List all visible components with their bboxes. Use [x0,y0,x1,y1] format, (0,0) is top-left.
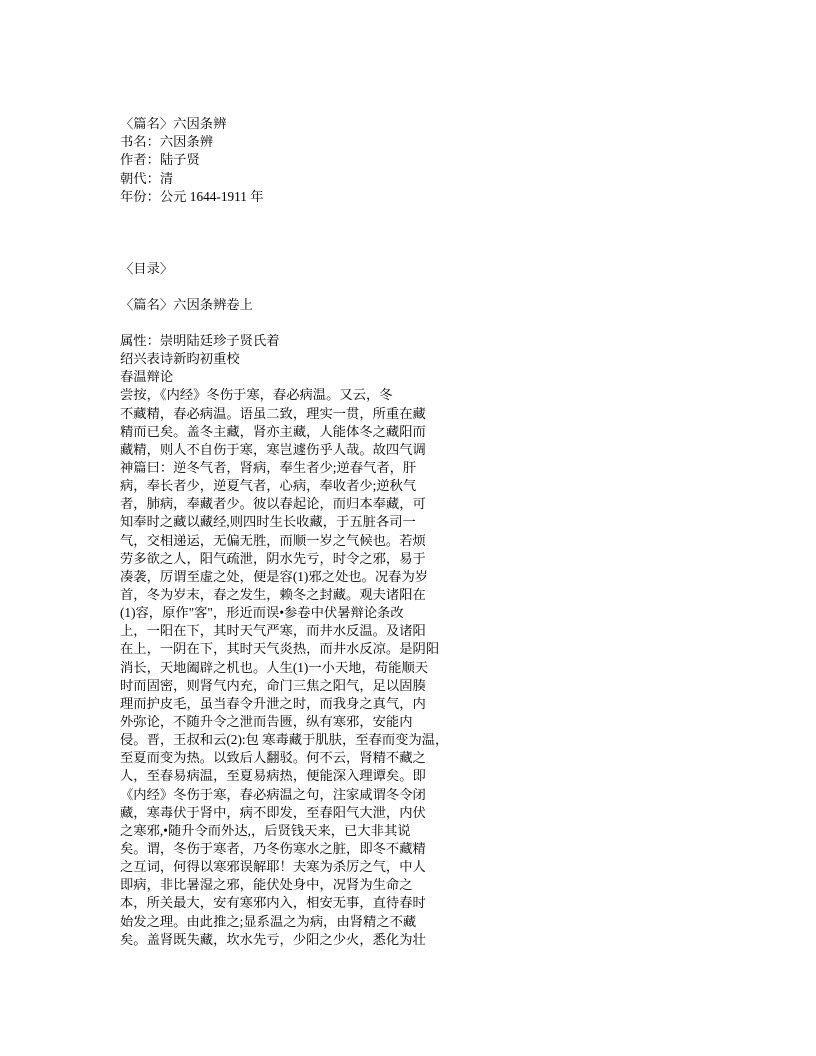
body-line: 之寒邪,•随升令而外达,，后贤钱天来，已大非其说 [120,822,411,838]
body-line: 知奉时之藏以藏经,则四时生长收藏，于五脏各司一 [120,514,416,530]
toc-heading-block [120,260,173,278]
dynasty-line: 朝代：清 [120,170,174,186]
book-info-block [120,115,264,206]
body-line: 矣。盖肾既失藏，坎水先亏，少阳之少火，悉化为壮 [120,931,426,947]
body-line: 始发之理。由此推之;显系温之为病，由肾精之不藏 [120,913,417,929]
body-line: 尝按，《内经》冬伤于寒，春必病温。又云，冬 [120,387,393,403]
book-name-line: 书名：六因条辨 [120,134,214,150]
body-line: 不藏精，春必病温。语虽二致，理实一贯，所重在藏 [120,405,426,421]
body-line: 者，肺病，奉藏者少。彼以春起论，而归本奉藏，可 [120,496,426,512]
body-line: 首，冬为岁末，春之发生，赖冬之封藏。观夫诸阳在 [120,586,426,602]
body-line: 时而固密，则肾气内充，命门三焦之阳气，足以固腠 [120,677,426,693]
body-line: 凑袭，厉谓至虚之处，便是容(1)邪之处也。况春为岁 [120,568,429,584]
body-line: 藏，寒毒伏于肾中，病不即发，至春阳气大泄，内伏 [120,804,426,820]
body-line: 之互词，何得以寒邪误解耶！夫寒为杀厉之气，中人 [120,859,426,875]
body-line: 神篇曰：逆冬气者，肾病，奉生者少;逆春气者，肝 [120,459,417,475]
body-line: 上，一阳在下，其时天气严寒，而井水反温。及诸阳 [120,623,426,639]
author-line: 作者：陆子贤 [120,152,200,168]
body-line: 精而已矣。盖冬主藏，肾亦主藏，人能体冬之藏阳而 [120,423,426,439]
body-line: 劳多欲之人，阳气疏泄，阴水先亏，时令之邪，易于 [120,550,426,566]
body-line: 气，交相递运，无偏无胜，而顺一岁之气候也。若烦 [120,532,426,548]
chapter-heading-block [120,296,253,314]
body-line: 矣。谓，冬伤于寒者，乃冬伤寒水之脏，即冬不藏精 [120,840,426,856]
chapter-body [120,332,448,949]
body-line: 侵。晋，王叔和云(2):包 寒毒藏于肌肤，至春而变为温， [120,732,449,748]
body-line: 即病，非比暑湿之邪，能伏处身中，况肾为生命之 [120,877,413,893]
years-line: 年份：公元 1644-1911 年 [120,188,264,204]
section-title: 春温辩论 [120,369,174,385]
body-line: 消长，天地阖辟之机也。人生(1)一小天地，苟能顺天 [120,659,429,675]
body-line: 至夏而变为热。以致后人翻驳。何不云，肾精不藏之 [120,750,426,766]
body-text [120,386,448,948]
body-line: 外弥论，不随升令之泄而告匮，纵有寒邪，安能内 [120,713,413,729]
body-line: 藏精，则人不自伤于寒，寒岂遽伤乎人哉。故四气调 [120,441,426,457]
body-line: 本，所关最大，安有寒邪内入，相安无事，直待春时 [120,895,426,911]
title-line: 〈篇名〉六因条辨 [120,116,227,131]
toc-label: 〈目录〉 [120,261,174,276]
proofread-line: 绍兴表诗新昀初重校 [120,351,240,367]
body-line: 人，至春易病温，至夏易病热，便能深入理谭矣。即 [120,768,426,784]
body-line: 《内经》冬伤于寒，春必病温之句，注家咸谓冬令闭 [120,786,426,802]
attributes-line: 属性：崇明陆廷珍子贤氏着 [120,333,280,348]
chapter-title: 〈篇名〉六因条辨卷上 [120,297,253,312]
body-line: (1)容，原作"客"，形近而误•参卷中伏暑辩论条改 [120,605,404,621]
body-line: 理而护皮毛，虽当春令升泄之时，而我身之真气，内 [120,695,426,711]
body-line: 在上，一阴在下，其时天气炎热，而井水反凉。是阴阳 [120,641,440,657]
body-line: 病，奉长者少，逆夏气者，心病，奉收者少;逆秋气 [120,478,417,494]
